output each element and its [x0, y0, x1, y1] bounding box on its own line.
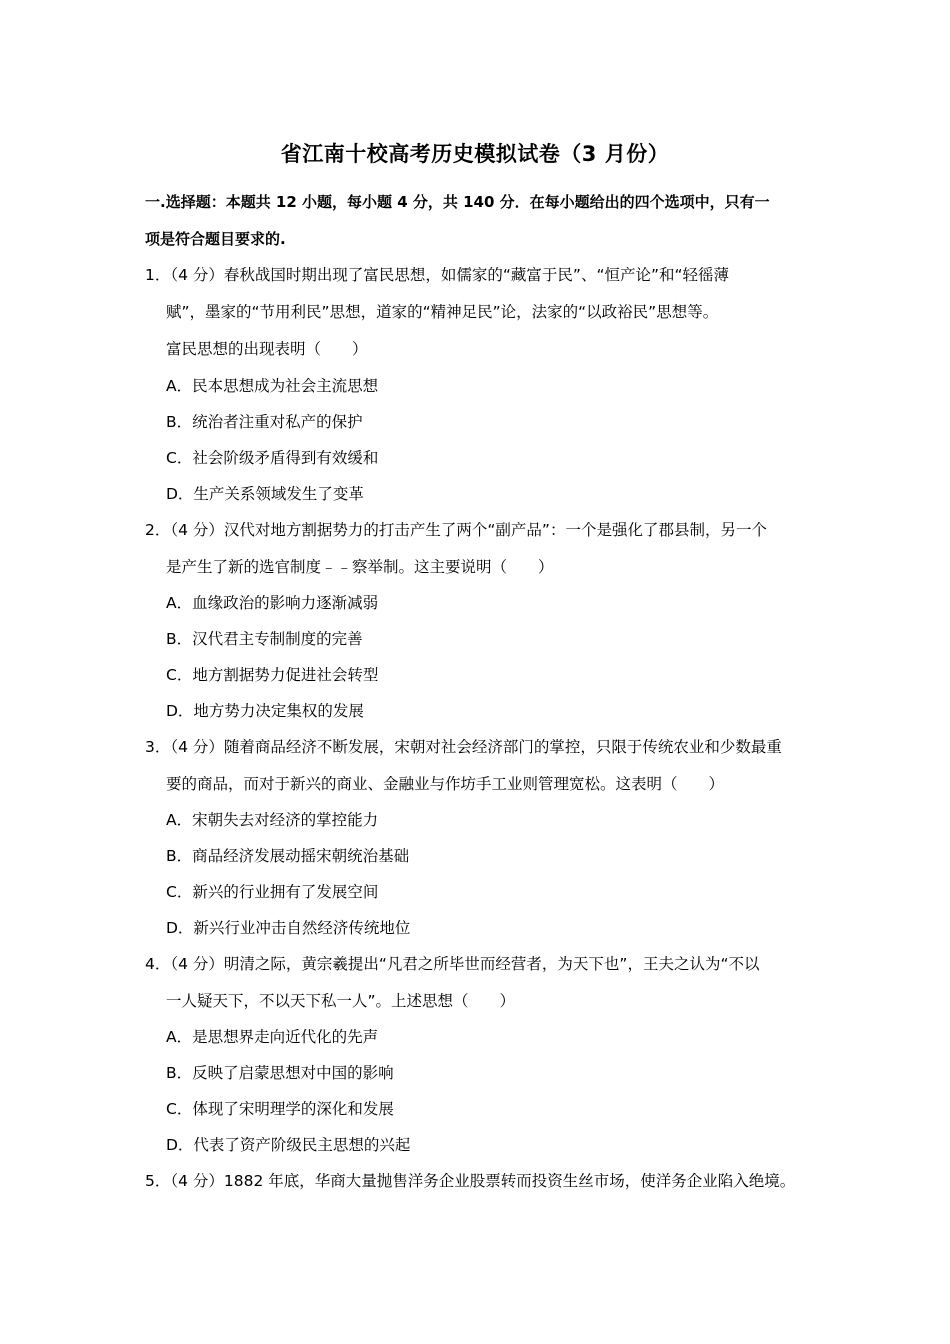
question-1-line-1: 1．（4 分）春秋战国时期出现了富民思想，如儒家的“藏富于民”、“恒产论”和“轻徭薄	[145, 266, 730, 284]
question-4-line-1: 4．（4 分）明清之际，黄宗羲提出“凡君之所毕世而经营者，为天下也”，王夫之认为“不以	[145, 955, 760, 973]
question-4-option-a: A．是思想界走向近代化的先声	[166, 1028, 379, 1046]
question-1-option-d: D．生产关系领域发生了变革	[166, 485, 364, 503]
question-2-option-a: A．血缘政治的影响力逐渐减弱	[166, 594, 379, 612]
question-5-line-1: 5．（4 分）1882 年底，华商大量抛售洋务企业股票转而投资生丝市场，使洋务企业陷入绝境。	[145, 1172, 796, 1190]
question-2-option-d: D．地方势力决定集权的发展	[166, 702, 364, 720]
question-1-option-a: A．民本思想成为社会主流思想	[166, 377, 379, 395]
question-3-line-1: 3．（4 分）随着商品经济不断发展，宋朝对社会经济部门的掌控，只限于传统农业和少数最重	[145, 738, 782, 756]
question-4-option-d: D．代表了资产阶级民主思想的兴起	[166, 1136, 411, 1154]
question-1-option-c: C．社会阶级矛盾得到有效缓和	[166, 449, 379, 467]
question-1-option-b: B．统治者注重对私产的保护	[166, 413, 363, 431]
question-3-option-b: B．商品经济发展动摇宋朝统治基础	[166, 847, 410, 865]
question-2-line-2: 是产生了新的选官制度﹣﹣察举制。这主要说明（ ）	[166, 558, 554, 576]
section-heading-line-1: 一.选择题：本题共 12 小题，每小题 4 分，共 140 分．在每小题给出的四个选项中，只有一	[145, 193, 770, 211]
question-2-option-c: C．地方割据势力促进社会转型	[166, 666, 379, 684]
question-3-option-a: A．宋朝失去对经济的掌控能力	[166, 811, 379, 829]
question-3-option-c: C．新兴的行业拥有了发展空间	[166, 883, 379, 901]
question-1-line-3: 富民思想的出现表明（ ）	[166, 340, 368, 358]
question-3-option-d: D．新兴行业冲击自然经济传统地位	[166, 919, 411, 937]
question-2-option-b: B．汉代君主专制制度的完善	[166, 630, 363, 648]
question-1-line-2: 赋”，墨家的“节用利民”思想，道家的“精神足民”论，法家的“以政裕民”思想等。	[166, 303, 719, 321]
question-4-option-c: C．体现了宋明理学的深化和发展	[166, 1100, 394, 1118]
question-4-option-b: B．反映了启蒙思想对中国的影响	[166, 1064, 394, 1082]
section-heading-line-2: 项是符合题目要求的.	[145, 230, 286, 248]
page-title: 省江南十校高考历史模拟试卷（3 月份）	[280, 142, 670, 166]
question-2-line-1: 2．（4 分）汉代对地方割据势力的打击产生了两个“副产品”：一个是强化了郡县制，另一个	[145, 521, 767, 539]
question-4-line-2: 一人疑天下，不以天下私一人”。上述思想（ ）	[166, 992, 516, 1010]
question-3-line-2: 要的商品，而对于新兴的商业、金融业与作坊手工业则管理宽松。这表明（ ）	[166, 775, 725, 793]
